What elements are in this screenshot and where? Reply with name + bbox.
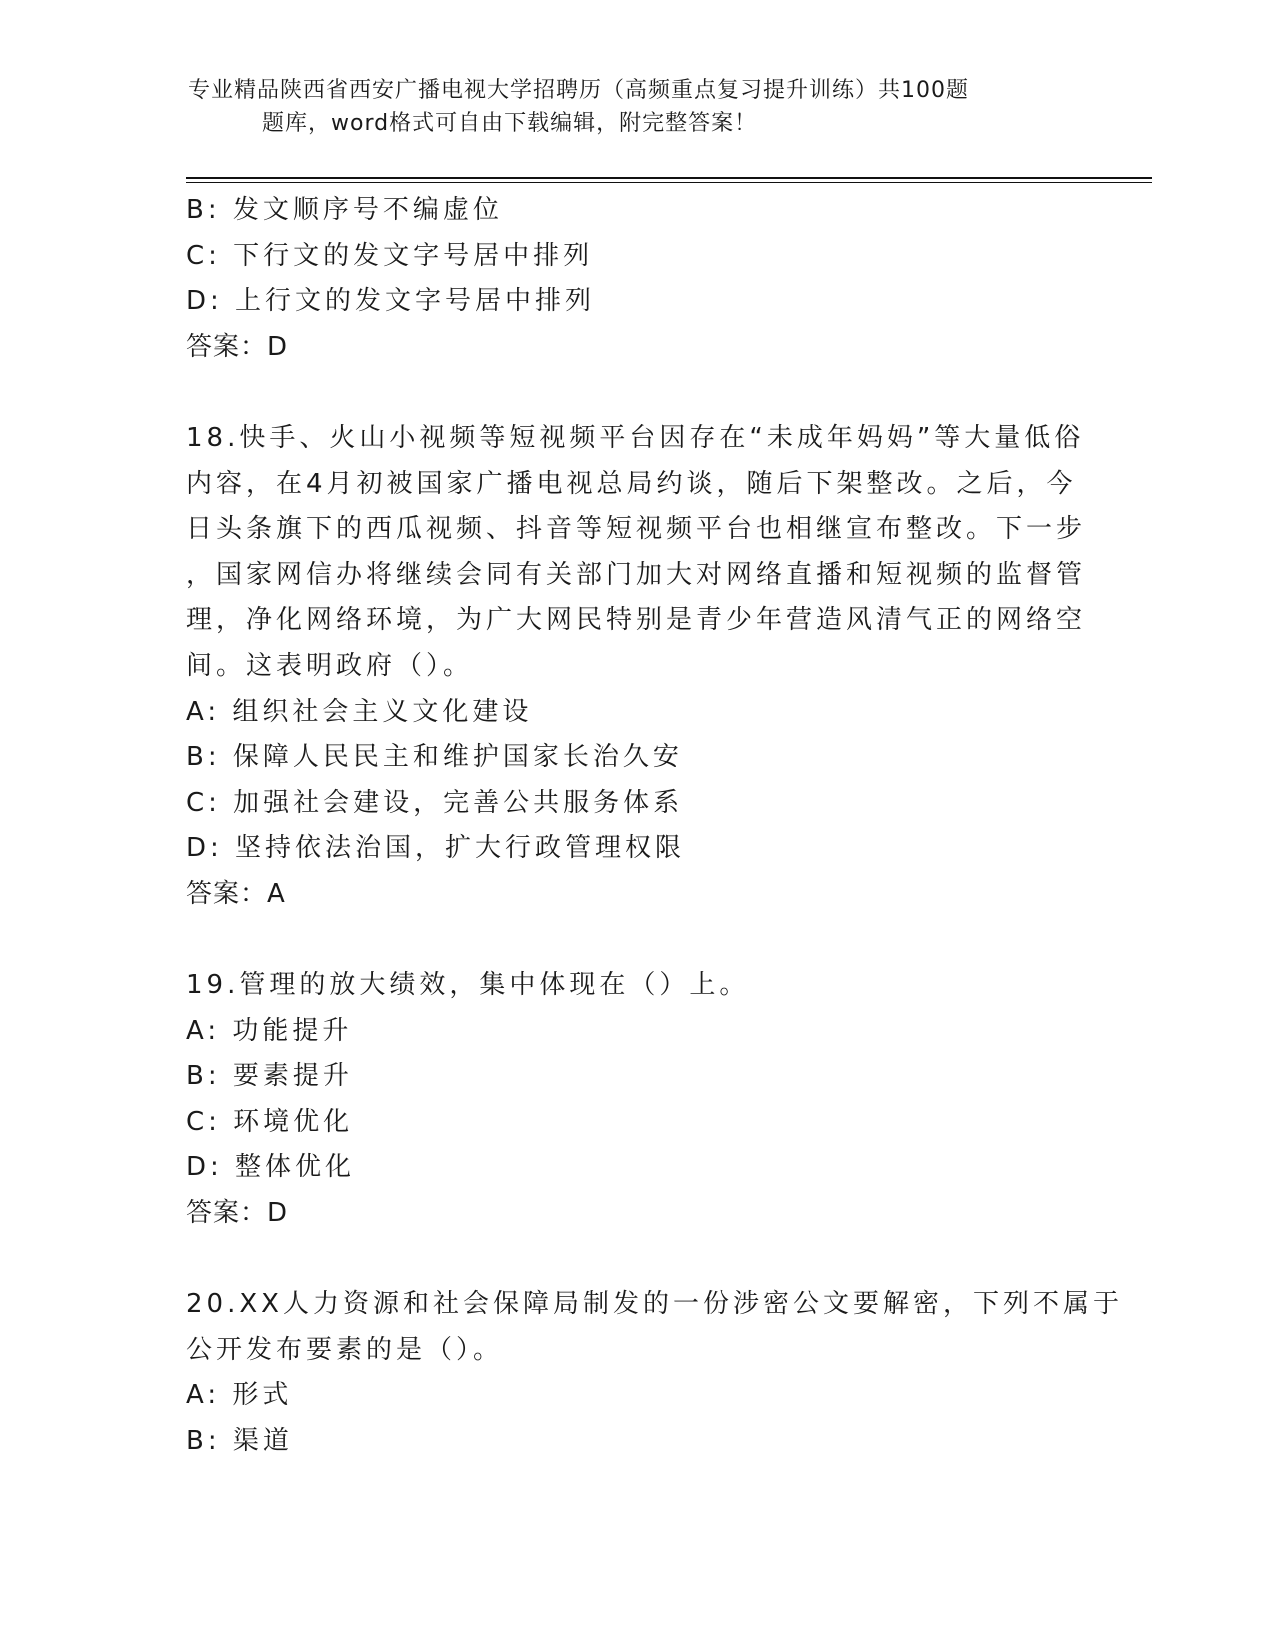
option-a: A: 功能提升 [186,1015,353,1046]
question-stem-line: 内容，在4月初被国家广播电视总局约谈，随后下架整改。之后，今 [186,468,1077,499]
spacer [186,1237,1086,1283]
header-title-line-2: 题库，word格式可自由下载编辑，附完整答案！ [262,111,758,136]
question-18 [186,416,1086,918]
question-stem [186,1282,1123,1373]
question-list [186,188,1123,1465]
header-divider-thick [186,177,1152,179]
option-a: A: 形式 [186,1380,293,1411]
option-c: C: 加强社会建设，完善公共服务体系 [186,787,684,818]
question-stem-line: 18.快手、火山小视频等短视频平台因存在“未成年妈妈”等大量低俗 [186,422,1085,453]
question-stem-line: 日头条旗下的西瓜视频、抖音等短视频平台也相继宣布整改。下一步 [186,514,1087,545]
option-b: B: 发文顺序号不编虚位 [186,195,503,225]
question-stem-line: ，国家网信办将继续会同有关部门加大对网络直播和短视频的监督管 [186,559,1087,590]
option-d: D: 整体优化 [186,1152,356,1183]
question-stem [186,963,1086,1009]
answer-line: 答案：A [186,878,286,909]
question-stem-line: 公开发布要素的是（）。 [186,1334,504,1365]
option-d: D: 上行文的发文字号居中排列 [186,286,596,317]
question-17-tail [186,188,1086,370]
option-a: A: 组织社会主义文化建设 [186,696,533,727]
question-19 [186,963,1086,1237]
spacer [186,918,1086,964]
option-c: C: 环境优化 [186,1106,354,1137]
question-stem-line: 间。这表明政府（）。 [186,650,474,681]
option-b: B: 保障人民民主和维护国家长治久安 [186,742,683,773]
question-20 [186,1282,1123,1464]
header-divider-thin [186,182,1152,183]
option-b: B: 渠道 [186,1426,293,1457]
question-stem-line: 20.XX人力资源和社会保障局制发的一份涉密公文要解密，下列不属于 [186,1289,1123,1320]
option-d: D: 坚持依法治国，扩大行政管理权限 [186,833,686,864]
option-b: B: 要素提升 [186,1061,353,1092]
question-stem [186,416,1086,690]
question-stem-line: 理，净化网络环境，为广大网民特别是青少年营造风清气正的网络空 [186,605,1087,636]
question-stem-line: 19.管理的放大绩效，集中体现在（）上。 [186,970,750,1001]
spacer [186,370,1086,416]
answer-line: 答案：D [186,1198,289,1229]
document-header [188,74,1088,140]
answer-line: 答案：D [186,331,289,362]
header-title-line-1: 专业精品陕西省西安广播电视大学招聘历（高频重点复习提升训练）共100题 [188,78,969,103]
option-c: C: 下行文的发文字号居中排列 [186,240,594,271]
